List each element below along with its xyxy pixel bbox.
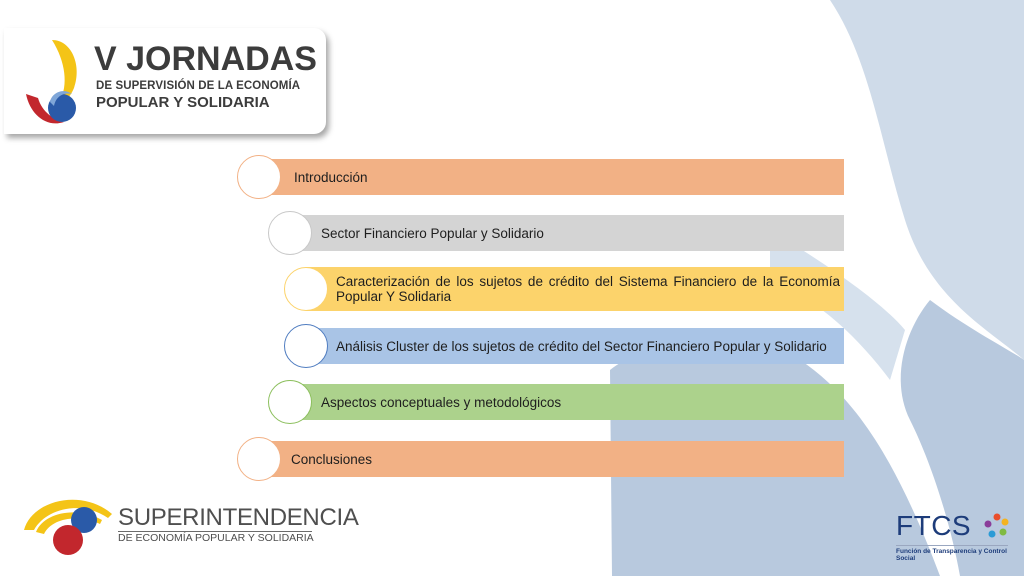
agenda-bar-2[interactable]: [290, 215, 844, 251]
agenda-bullet-1: [237, 155, 281, 199]
ftcs-name: FTCS: [896, 510, 972, 541]
agenda-bar-4[interactable]: [306, 328, 844, 364]
jornadas-emblem-icon: [24, 36, 94, 128]
superintendencia-name: SUPERINTENDENCIA: [118, 504, 359, 531]
event-subtitle-line2: POPULAR Y SOLIDARIA: [96, 94, 270, 111]
agenda-label-3: Caracterización de los sujetos de crédito del Sistema Financiero de la Economía Popular Y Solidaria: [336, 274, 840, 304]
ftcs-flower-icon: [984, 513, 1010, 539]
event-logo-card: [4, 28, 326, 134]
agenda-bar-5[interactable]: [290, 384, 844, 420]
agenda-bar-6[interactable]: [258, 441, 844, 477]
agenda-label-2: Sector Financiero Popular y Solidario: [321, 225, 544, 241]
agenda-bullet-6: [237, 437, 281, 481]
event-subtitle-line1: DE SUPERVISIÓN DE LA ECONOMÍA: [96, 80, 301, 92]
ftcs-subtitle: Función de Transparencia y Control Social: [896, 548, 1007, 562]
agenda-label-4: Análisis Cluster de los sujetos de crédito del Sector Financiero Popular y Solidario: [336, 338, 827, 354]
agenda-bullet-4: [284, 324, 328, 368]
agenda-bar-3[interactable]: [306, 267, 844, 311]
agenda-label-5: Aspectos conceptuales y metodológicos: [321, 394, 562, 410]
agenda-bullet-2: [268, 211, 312, 255]
agenda-label-6: Conclusiones: [291, 451, 373, 467]
superintendencia-logo-icon: [22, 490, 116, 556]
ftcs-divider: [896, 545, 1008, 546]
superintendencia-subtitle: DE ECONOMÍA POPULAR Y SOLIDARIA: [118, 532, 314, 544]
event-title: V JORNADAS: [94, 40, 317, 78]
agenda-label-1: Introducción: [294, 169, 368, 185]
agenda-bar-1[interactable]: [258, 159, 844, 195]
agenda-bullet-5: [268, 380, 312, 424]
agenda-bullet-3: [284, 267, 328, 311]
